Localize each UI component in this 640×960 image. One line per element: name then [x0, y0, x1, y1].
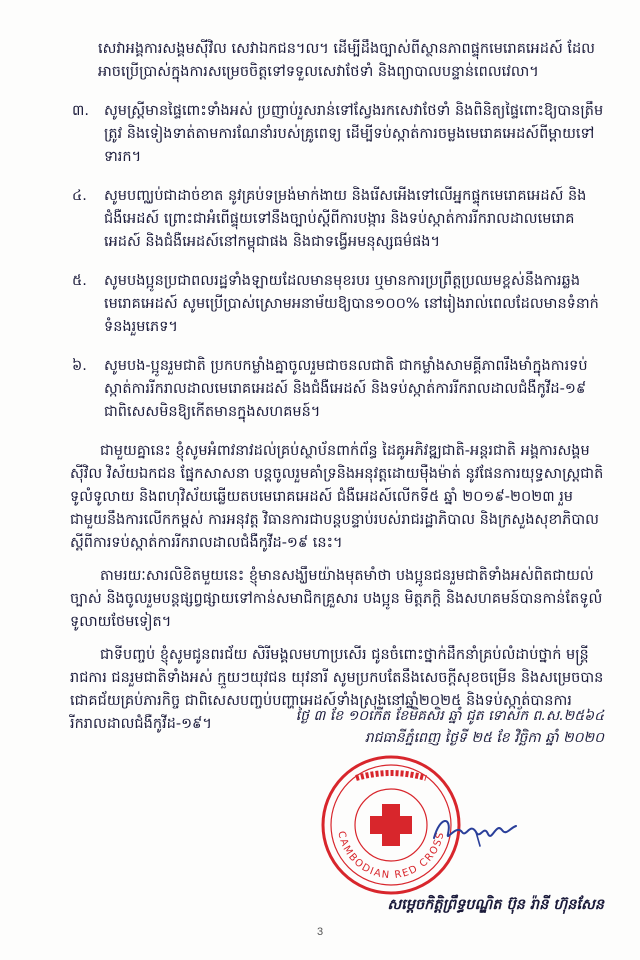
item-text: សូមស្ត្រីមានផ្ទៃពោះទាំងអស់ ប្រញាប់រួសរាន់ទៅស្វែងរកសេវាថែទាំ និងពិនិត្យផ្ទៃពោះឱ្យបានត្រឹមត្រូវ និងទៀងទាត់តាមការណែនាំរបស់គ្រូពេទ្យ ដើម្បីទប់ស្កាត់ការចម្លងមេរោគអេដស៍ពីម្ដាយទៅទារក។ [104, 103, 604, 165]
letter-body [70, 38, 604, 746]
seal-text: CAMBODIAN RED CROSS [335, 830, 447, 882]
closing-paragraph: ជាទីបញ្ចប់ ខ្ញុំសូមជូនពរជ័យ សិរីមង្គលមហាប្រសើរ ជូនចំពោះថ្នាក់ដឹកនាំគ្រប់លំដាប់ថ្នាក់ មន្ត្រីរាជការ ជនរួមជាតិទាំងអស់ ក្មួយៗយុវជន យុវនារី សូមប្រកបតែនឹងសេចក្តីសុខចម្រើន និងសម្រេចបានជោគជ័យគ្រប់ភារកិច្ច ជាពិសេសបញ្ចប់បញ្ហាអេដស៍ទាំងស្រុងនៅឆ្នាំ២០២៥ និងទប់ស្កាត់បានការរីករាលដាលជំងឺកូវីដ-១៩។ [70, 647, 604, 732]
numbered-item-5 [70, 270, 604, 339]
numbered-item-6 [70, 355, 604, 424]
item-number: ៤. [72, 188, 87, 204]
signer-name: សម្តេចកិត្តិព្រឹទ្ធបណ្ឌិត ប៊ុន រ៉ានី ហ៊ុនសែន [387, 897, 604, 913]
date-block [200, 705, 604, 749]
signature-icon [430, 810, 520, 850]
item-number: ៥. [72, 273, 87, 289]
lunar-date: ថ្ងៃ ៣ ខែ ១០កើត ខែមិគសិរ ឆ្នាំ ជូត ទោស័ក ព.ស.២៥៦៤ [295, 708, 604, 724]
solar-date: រាជធានីភ្នំពេញ ថ្ងៃទី ២៥ ខែ វិច្ឆិកា ឆ្នាំ ២០២០ [364, 730, 604, 746]
appeal-paragraph: ជាមួយគ្នានេះ ខ្ញុំសូមអំពាវនាវដល់គ្រប់ស្ថាប័នពាក់ព័ន្ធ ដៃគូអភិវឌ្ឍជាតិ-អន្តរជាតិ អង្គការសង្គមស៊ីវិល វិស័យឯកជន ផ្នែកសាសនា បន្តចូលរួមគាំទ្រនិងអនុវត្តដោយម៉ឺងម៉ាត់ នូវផែនការយុទ្ធសាស្ត្រជាតិទូលំទូលាយ និងពហុវិស័យឆ្លើយតបមេរោគអេដស៍ ជំងឺអេដស៍លើកទី៥ ឆ្នាំ ២០១៩-២០២៣ រួមជាមួយនឹងការលើកកម្ពស់ ការអនុវត្ត វិធានការជាបន្តបន្ទាប់របស់រាជរដ្ឋាភិបាល និងក្រសួងសុខាភិបាលស្ដីពីការទប់ស្កាត់ការរីករាលដាលជំងឺកូវីដ-១៩ នេះ។ [70, 443, 604, 551]
item-number: ៣. [72, 103, 89, 119]
numbered-item-3 [70, 100, 604, 169]
numbered-item-4 [70, 185, 604, 254]
handwritten-signature [430, 810, 520, 850]
item-text: សូមបញ្ឈប់ជាដាច់ខាត នូវគ្រប់ទម្រង់មាក់ងាយ និងរើសអើងទៅលើអ្នកផ្ទុកមេរោគអេដស៍ និងជំងឺអេដស៍ ព្រោះជាអំពើផ្ទុយទៅនឹងច្បាប់ស្ដីពីការបង្ការ និងទប់ស្កាត់ការរីករាលដាលមេរោគអេដស៍ និងជំងឺអេដស៍នៅកម្ពុជាផង និងជាទង្វើអមនុស្សធម៌ផង។ [104, 188, 587, 250]
intro-continuation: សេវាអង្គការសង្គមស៊ីវិល សេវាឯកជន។ល។ ដើម្បីដឹងច្បាស់ពីស្ថានភាពផ្ទុកមេរោគអេដស៍ ដែលអាចប្រើប្រាស់ក្នុងការសម្រេចចិត្តទៅទទួលសេវាថែទាំ និងព្យាបាលបន្ទាន់ពេលវេលា។ [98, 41, 595, 80]
item-number: ៦. [72, 358, 87, 374]
item-text: សូមបងប្អូនប្រជាពលរដ្ឋទាំងឡាយដែលមានមុខរបរ ឬមានការប្រព្រឹត្តប្រឈមខ្ពស់នឹងការឆ្លងមេរោគអេដស៍ សូមប្រើប្រាស់ស្រោមអនាម័យឱ្យបាន១០០% នៅរៀងរាល់ពេលដែលមានទំនាក់ទំនងរួមភេទ។ [104, 273, 599, 335]
item-text: សូមបង-ប្អូនរួមជាតិ ប្រកបកម្លាំងគ្នាចូលរួមជាចនលជាតិ ជាកម្លាំងសាមគ្គីភាពរឹងមាំក្នុងការទប់ស្កាត់ការរីករាលដាលមេរោគអេដស៍ និងជំងឺអេដស៍ និងទប់ស្កាត់ការរីករាលដាលជំងឺកូវីដ-១៩ ជាពិសេសមិនឱ្យកើតមានក្នុងសហគមន៍។ [104, 358, 588, 420]
page-number: 3 [316, 926, 324, 938]
hope-paragraph: តាមរយៈសារលិខិតមួយនេះ ខ្ញុំមានសង្ឃឹមយ៉ាងមុតមាំថា បងប្អូនជនរួមជាតិទាំងអស់ពិតជាយល់ច្បាស់ និងចូលរួមបន្តផ្សព្វផ្សាយទៅកាន់សមាជិកគ្រួសារ បងប្អូន មិត្តភក្តិ និងសហគមន៍បានកាន់តែទូលំទូលាយថែមទៀត។ [70, 568, 603, 630]
